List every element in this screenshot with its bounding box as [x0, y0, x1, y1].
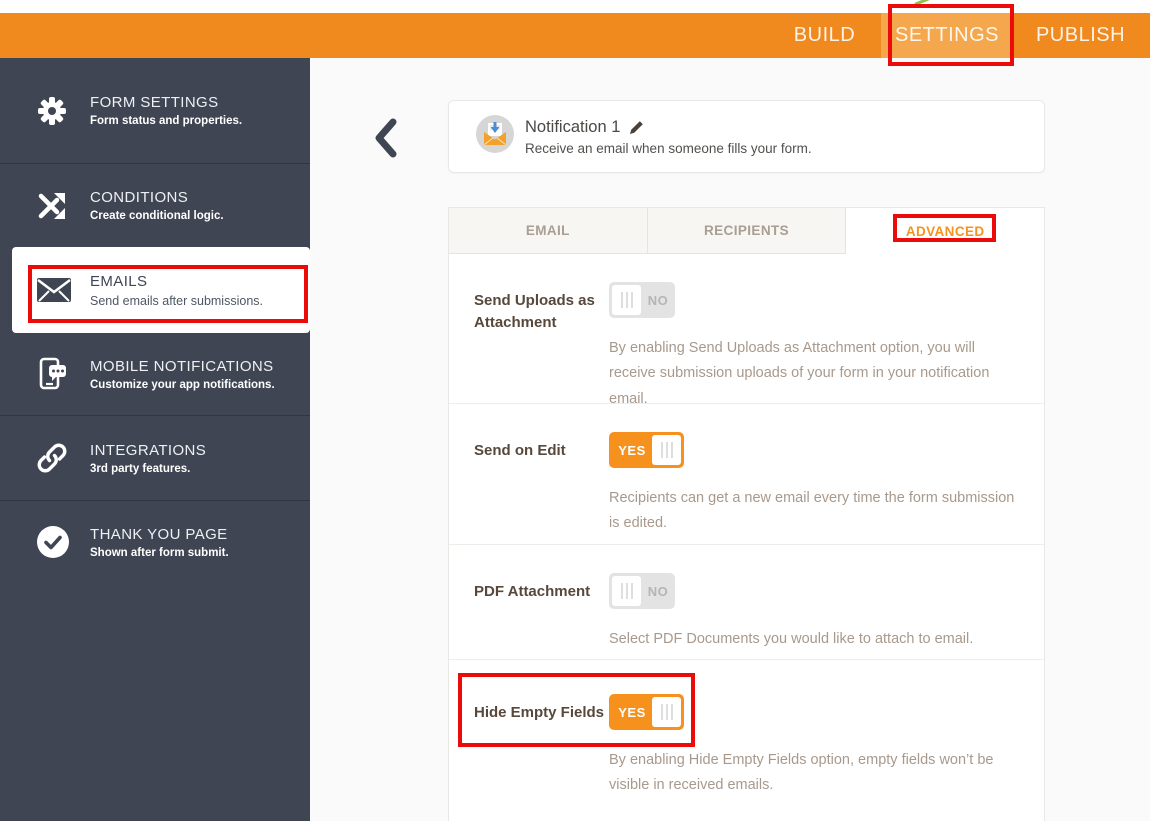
setting-label: Hide Empty Fields [474, 704, 605, 721]
sidebar-item-subtitle: Form status and properties. [90, 115, 243, 127]
link-icon [36, 442, 78, 474]
back-arrow-button[interactable] [372, 118, 398, 158]
sidebar-item-integrations[interactable] [0, 415, 310, 500]
sidebar-item-mobile-notifications[interactable] [0, 333, 310, 415]
setting-label: PDF Attachment [474, 583, 591, 600]
hide-empty-fields-toggle[interactable] [609, 694, 684, 730]
setting-label: Send Uploads as Attachment [474, 292, 595, 331]
sidebar-item-title: MOBILE NOTIFICATIONS [90, 357, 274, 375]
nav-publish[interactable]: PUBLISH [1035, 24, 1126, 46]
nav-build[interactable]: BUILD [793, 24, 856, 46]
sidebar-item-subtitle: Customize your app notifications. [90, 378, 275, 391]
toggle-knob [652, 697, 681, 727]
sidebar-item-title: INTEGRATIONS [90, 441, 207, 459]
nav-settings[interactable]: SETTINGS [881, 13, 1013, 58]
pdf-attachment-toggle[interactable] [609, 573, 675, 609]
setting-label: Send on Edit [474, 442, 566, 459]
setting-row-send-on-edit [449, 403, 1044, 544]
setting-description: Select PDF Documents you would like to attach to email. [609, 631, 974, 647]
toggle-knob [652, 435, 681, 465]
sidebar-item-subtitle: Send emails after submissions. [90, 293, 263, 308]
top-strip [0, 0, 1150, 13]
setting-description: By enabling Send Uploads as Attachment option, you will receive submission uploads of your form in your notification email. [609, 340, 990, 407]
sidebar-item-title: EMAILS [90, 272, 148, 290]
notification-header-card [448, 100, 1045, 173]
tab-email[interactable]: EMAIL [449, 208, 647, 254]
topbar-nav [768, 13, 1148, 58]
send-uploads-toggle[interactable] [609, 282, 675, 318]
sidebar-item-emails[interactable] [12, 247, 310, 333]
notification-title: Notification 1 [525, 117, 621, 136]
envelope-icon [36, 277, 78, 303]
toggle-state-label: NO [647, 292, 669, 308]
sidebar [0, 58, 310, 821]
notification-subtitle: Receive an email when someone fills your form. [525, 140, 812, 156]
notification-email-icon [475, 114, 515, 159]
sidebar-item-thank-you-page[interactable] [0, 500, 310, 583]
topbar [0, 13, 1150, 58]
toggle-knob [612, 285, 641, 315]
setting-description: Recipients can get a new email every time the form submission is edited. [609, 490, 1015, 532]
conditions-icon [36, 190, 78, 222]
check-circle-icon [36, 525, 78, 559]
sidebar-item-form-settings[interactable] [0, 58, 310, 163]
sidebar-item-title: THANK YOU PAGE [90, 525, 228, 543]
setting-row-pdf-attachment [449, 544, 1044, 659]
mobile-icon [36, 357, 78, 391]
settings-card [448, 207, 1045, 821]
sidebar-item-title: FORM SETTINGS [90, 94, 219, 111]
edit-pencil-icon[interactable] [628, 119, 645, 136]
toggle-state-label: NO [647, 583, 669, 599]
toggle-state-label: YES [618, 704, 646, 720]
sidebar-item-subtitle: Shown after form submit. [90, 546, 229, 559]
tab-advanced[interactable]: ADVANCED [845, 208, 1044, 254]
sidebar-item-title: CONDITIONS [90, 189, 189, 206]
tab-bar [449, 208, 1044, 254]
sidebar-item-subtitle: Create conditional logic. [90, 210, 224, 222]
gear-icon [36, 95, 78, 127]
send-on-edit-toggle[interactable] [609, 432, 684, 468]
setting-row-send-uploads [449, 254, 1044, 407]
sidebar-item-subtitle: 3rd party features. [90, 462, 191, 475]
sidebar-item-conditions[interactable] [0, 163, 310, 247]
tab-recipients[interactable]: RECIPIENTS [647, 208, 846, 254]
toggle-state-label: YES [618, 442, 646, 458]
toggle-knob [612, 576, 641, 606]
setting-row-hide-empty-fields [449, 659, 1044, 822]
logo-artifact [914, 0, 930, 6]
setting-description: By enabling Hide Empty Fields option, empty fields won’t be visible in received emails. [609, 752, 994, 794]
